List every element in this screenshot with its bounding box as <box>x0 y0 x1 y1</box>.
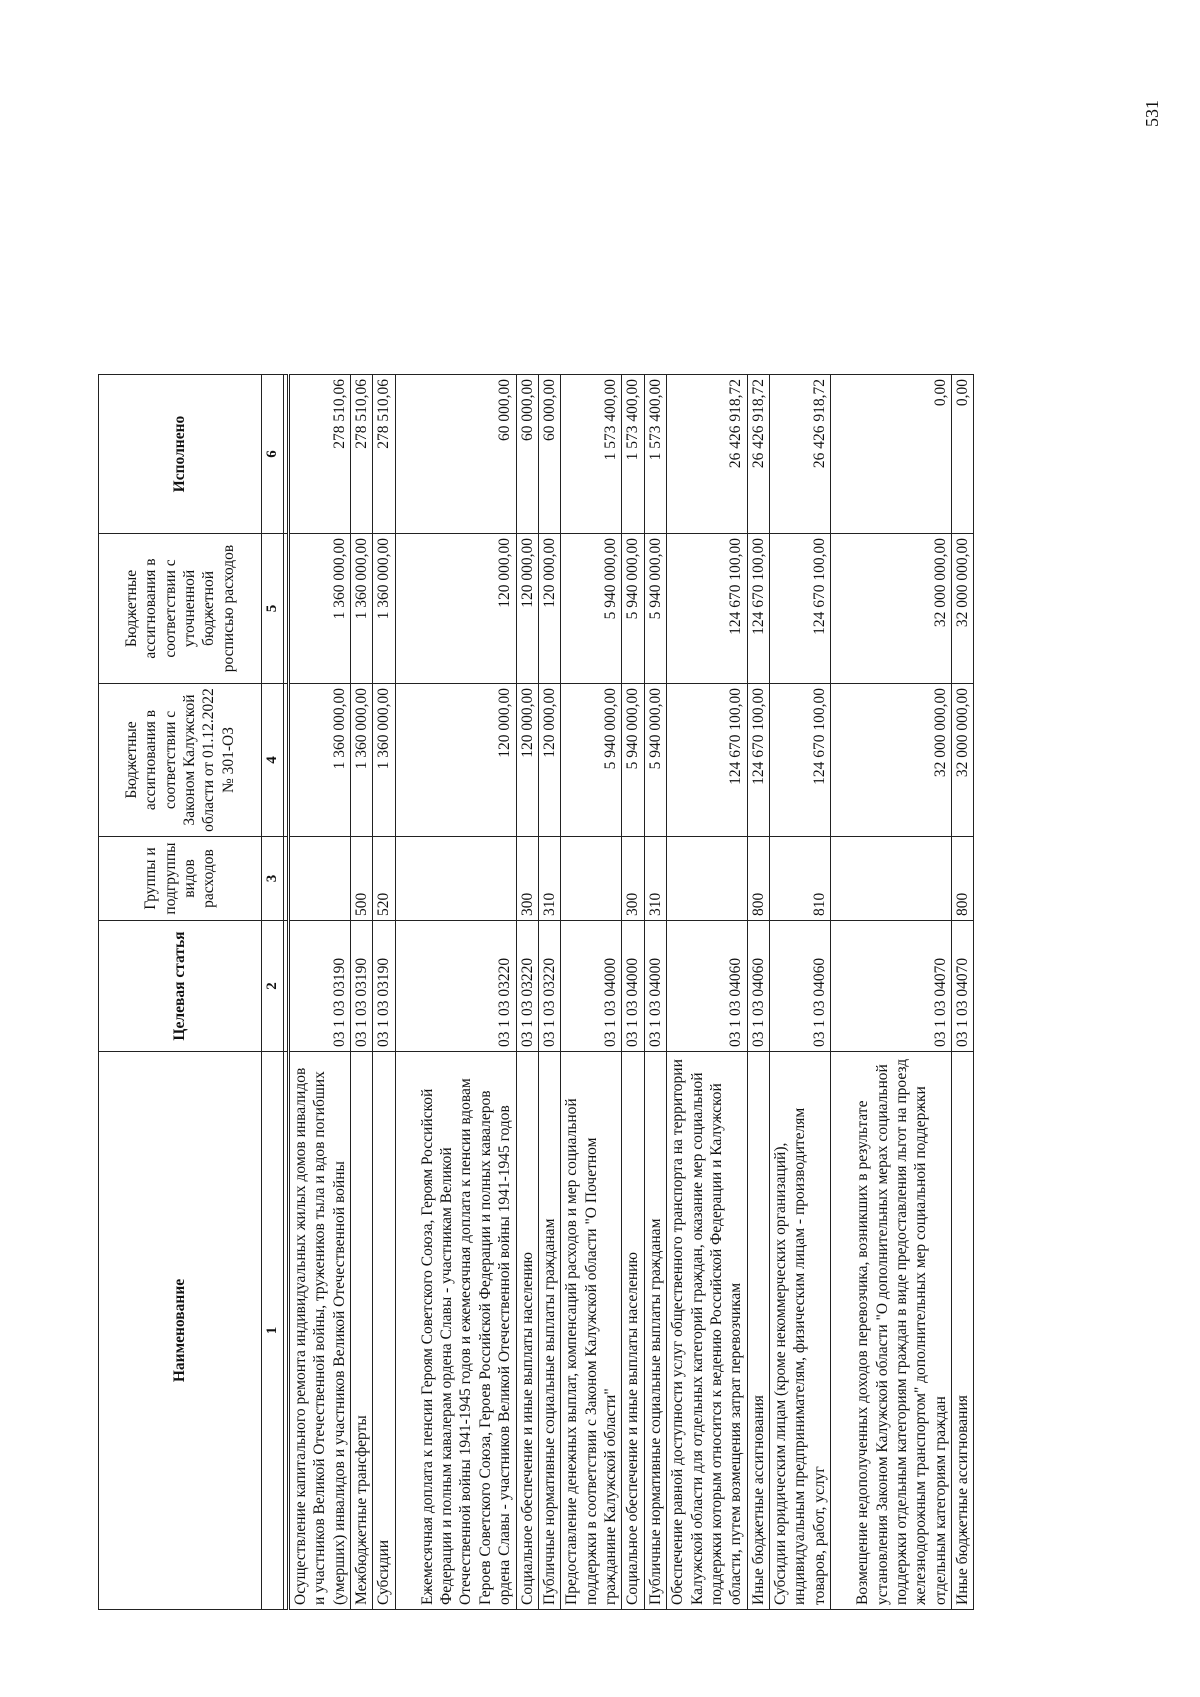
table-row <box>350 375 372 1610</box>
table-row <box>538 375 560 1610</box>
table-row <box>831 375 952 1610</box>
row-law-amount: 5 940 000,00 <box>561 684 622 837</box>
row-group-code: 310 <box>644 837 666 921</box>
row-refined-amount: 32 000 000,00 <box>831 534 952 684</box>
row-group-code: 800 <box>747 837 769 921</box>
header-executed: Исполнено <box>99 375 262 534</box>
row-name: Иные бюджетные ассигнования <box>747 1052 769 1610</box>
row-name: Иные бюджетные ассигнования <box>952 1052 974 1610</box>
row-law-amount: 1 360 000,00 <box>373 684 395 837</box>
row-group-code <box>831 837 952 921</box>
header-law: Бюджетные ассигнования в соответствии с Законом Калужской области от 01.12.2022 № 301-ОЗ <box>99 684 262 837</box>
row-name: Межбюджетные трансферты <box>350 1052 372 1610</box>
row-target-code: 03 1 03 04000 <box>561 921 622 1052</box>
row-name: Ежемесячная доплата к пенсии Героям Советского Союза, Героям Российской Федерации и полным кавалерам ордена Славы - участникам Великой Отечественной войны 1941-1945 годов и ежемесячная доплата к пенсии вдовам Героев Советского Союза, Героев Российской Федерации и полных кавалеров ордена Славы - участников Великой Отечественной войны 1941-1945 годов <box>395 1052 516 1610</box>
row-executed-amount: 26 426 918,72 <box>770 375 831 534</box>
column-number: 1 <box>262 1052 284 1610</box>
row-name: Обеспечение равной доступности услуг общественного транспорта на территории Калужской области для отдельных категорий граждан, оказание мер социальной поддержки которым относится к ведению Российской Федерации и Калужской области, путем возмещения затрат перевозчикам <box>667 1052 748 1610</box>
row-name: Субсидии юридическим лицам (кроме некоммерческих организаций), индивидуальным предпринимателям, физическим лицам - производителям товаров, работ, услуг <box>770 1052 831 1610</box>
row-executed-amount: 0,00 <box>952 375 974 534</box>
table-row <box>561 375 622 1610</box>
row-law-amount: 32 000 000,00 <box>952 684 974 837</box>
row-refined-amount: 1 360 000,00 <box>373 534 395 684</box>
row-name: Предоставление денежных выплат, компенсаций расходов и мер социальной поддержки в соответствии с Законом Калужской области "О Почетном гражданине Калужской области" <box>561 1052 622 1610</box>
row-target-code: 03 1 03 04060 <box>747 921 769 1052</box>
row-refined-amount: 120 000,00 <box>538 534 560 684</box>
row-name: Социальное обеспечение и иные выплаты населению <box>622 1052 644 1610</box>
row-refined-amount: 5 940 000,00 <box>561 534 622 684</box>
row-group-code <box>561 837 622 921</box>
column-number: 2 <box>262 921 284 1052</box>
table-row <box>667 375 748 1610</box>
row-name: Возмещение недополученных доходов перевозчика, возникших в результате установления Законом Калужской области "О дополнительных мерах социальной поддержки отдельным категориям граждан в виде предоставления льгот на проезд железнодорожным транспортом" дополнительных мер социальной поддержки отдельным категориям граждан <box>831 1052 952 1610</box>
row-refined-amount: 5 940 000,00 <box>622 534 644 684</box>
row-law-amount: 120 000,00 <box>538 684 560 837</box>
row-executed-amount: 60 000,00 <box>516 375 538 534</box>
row-executed-amount: 26 426 918,72 <box>667 375 748 534</box>
column-number: 5 <box>262 534 284 684</box>
row-target-code: 03 1 03 04070 <box>952 921 974 1052</box>
row-law-amount: 120 000,00 <box>395 684 516 837</box>
row-target-code: 03 1 03 04060 <box>667 921 748 1052</box>
row-executed-amount: 60 000,00 <box>395 375 516 534</box>
table-row <box>516 375 538 1610</box>
page-number: 531 <box>1142 100 1162 127</box>
row-group-code: 810 <box>770 837 831 921</box>
row-executed-amount: 1 573 400,00 <box>622 375 644 534</box>
row-group-code: 800 <box>952 837 974 921</box>
row-refined-amount: 5 940 000,00 <box>644 534 666 684</box>
row-law-amount: 120 000,00 <box>516 684 538 837</box>
table-row <box>622 375 644 1610</box>
header-refined: Бюджетные ассигнования в соответствии с уточненной бюджетной росписью расходов <box>99 534 262 684</box>
row-group-code: 300 <box>622 837 644 921</box>
row-name: Субсидии <box>373 1052 395 1610</box>
row-target-code: 03 1 03 03220 <box>516 921 538 1052</box>
row-law-amount: 1 360 000,00 <box>350 684 372 837</box>
row-group-code: 500 <box>350 837 372 921</box>
row-executed-amount: 278 510,06 <box>373 375 395 534</box>
table-row <box>395 375 516 1610</box>
row-group-code <box>667 837 748 921</box>
row-target-code: 03 1 03 03220 <box>538 921 560 1052</box>
row-name: Публичные нормативные социальные выплаты гражданам <box>644 1052 666 1610</box>
row-group-code: 300 <box>516 837 538 921</box>
row-executed-amount: 60 000,00 <box>538 375 560 534</box>
row-target-code: 03 1 03 03220 <box>395 921 516 1052</box>
row-executed-amount: 1 573 400,00 <box>644 375 666 534</box>
table-row <box>644 375 666 1610</box>
row-target-code: 03 1 03 04070 <box>831 921 952 1052</box>
header-target: Целевая статья <box>99 921 262 1052</box>
table-row <box>373 375 395 1610</box>
row-name: Осуществление капитального ремонта индивидуальных жилых домов инвалидов и участников Великой Отечественной войны, тружеников тыла и вдов погибших (умерших) инвалидов и участников Великой Отечественной войны <box>288 1052 350 1610</box>
row-law-amount: 32 000 000,00 <box>831 684 952 837</box>
row-group-code: 310 <box>538 837 560 921</box>
column-number: 3 <box>262 837 284 921</box>
row-law-amount: 1 360 000,00 <box>288 684 350 837</box>
row-refined-amount: 32 000 000,00 <box>952 534 974 684</box>
row-target-code: 03 1 03 03190 <box>288 921 350 1052</box>
row-law-amount: 124 670 100,00 <box>667 684 748 837</box>
row-target-code: 03 1 03 03190 <box>373 921 395 1052</box>
row-refined-amount: 120 000,00 <box>516 534 538 684</box>
row-refined-amount: 124 670 100,00 <box>770 534 831 684</box>
header-groups: Группы и подгруппы видов расходов <box>99 837 262 921</box>
row-law-amount: 5 940 000,00 <box>644 684 666 837</box>
table-row <box>770 375 831 1610</box>
header-name: Наименование <box>99 1052 262 1610</box>
row-law-amount: 5 940 000,00 <box>622 684 644 837</box>
column-number: 4 <box>262 684 284 837</box>
column-number: 6 <box>262 375 284 534</box>
table-row <box>747 375 769 1610</box>
row-law-amount: 124 670 100,00 <box>770 684 831 837</box>
table-row <box>288 375 350 1610</box>
row-target-code: 03 1 03 04000 <box>644 921 666 1052</box>
row-executed-amount: 26 426 918,72 <box>747 375 769 534</box>
row-name: Социальное обеспечение и иные выплаты населению <box>516 1052 538 1610</box>
row-law-amount: 124 670 100,00 <box>747 684 769 837</box>
row-executed-amount: 278 510,06 <box>288 375 350 534</box>
row-executed-amount: 1 573 400,00 <box>561 375 622 534</box>
row-target-code: 03 1 03 04000 <box>622 921 644 1052</box>
row-refined-amount: 124 670 100,00 <box>667 534 748 684</box>
row-executed-amount: 278 510,06 <box>350 375 372 534</box>
column-number-row <box>262 375 284 1610</box>
budget-table <box>98 374 974 1610</box>
row-name: Публичные нормативные социальные выплаты гражданам <box>538 1052 560 1610</box>
row-refined-amount: 1 360 000,00 <box>288 534 350 684</box>
row-group-code <box>288 837 350 921</box>
row-executed-amount: 0,00 <box>831 375 952 534</box>
row-target-code: 03 1 03 03190 <box>350 921 372 1052</box>
row-refined-amount: 1 360 000,00 <box>350 534 372 684</box>
row-group-code <box>395 837 516 921</box>
row-refined-amount: 120 000,00 <box>395 534 516 684</box>
row-refined-amount: 124 670 100,00 <box>747 534 769 684</box>
row-group-code: 520 <box>373 837 395 921</box>
table-row <box>952 375 974 1610</box>
row-target-code: 03 1 03 04060 <box>770 921 831 1052</box>
